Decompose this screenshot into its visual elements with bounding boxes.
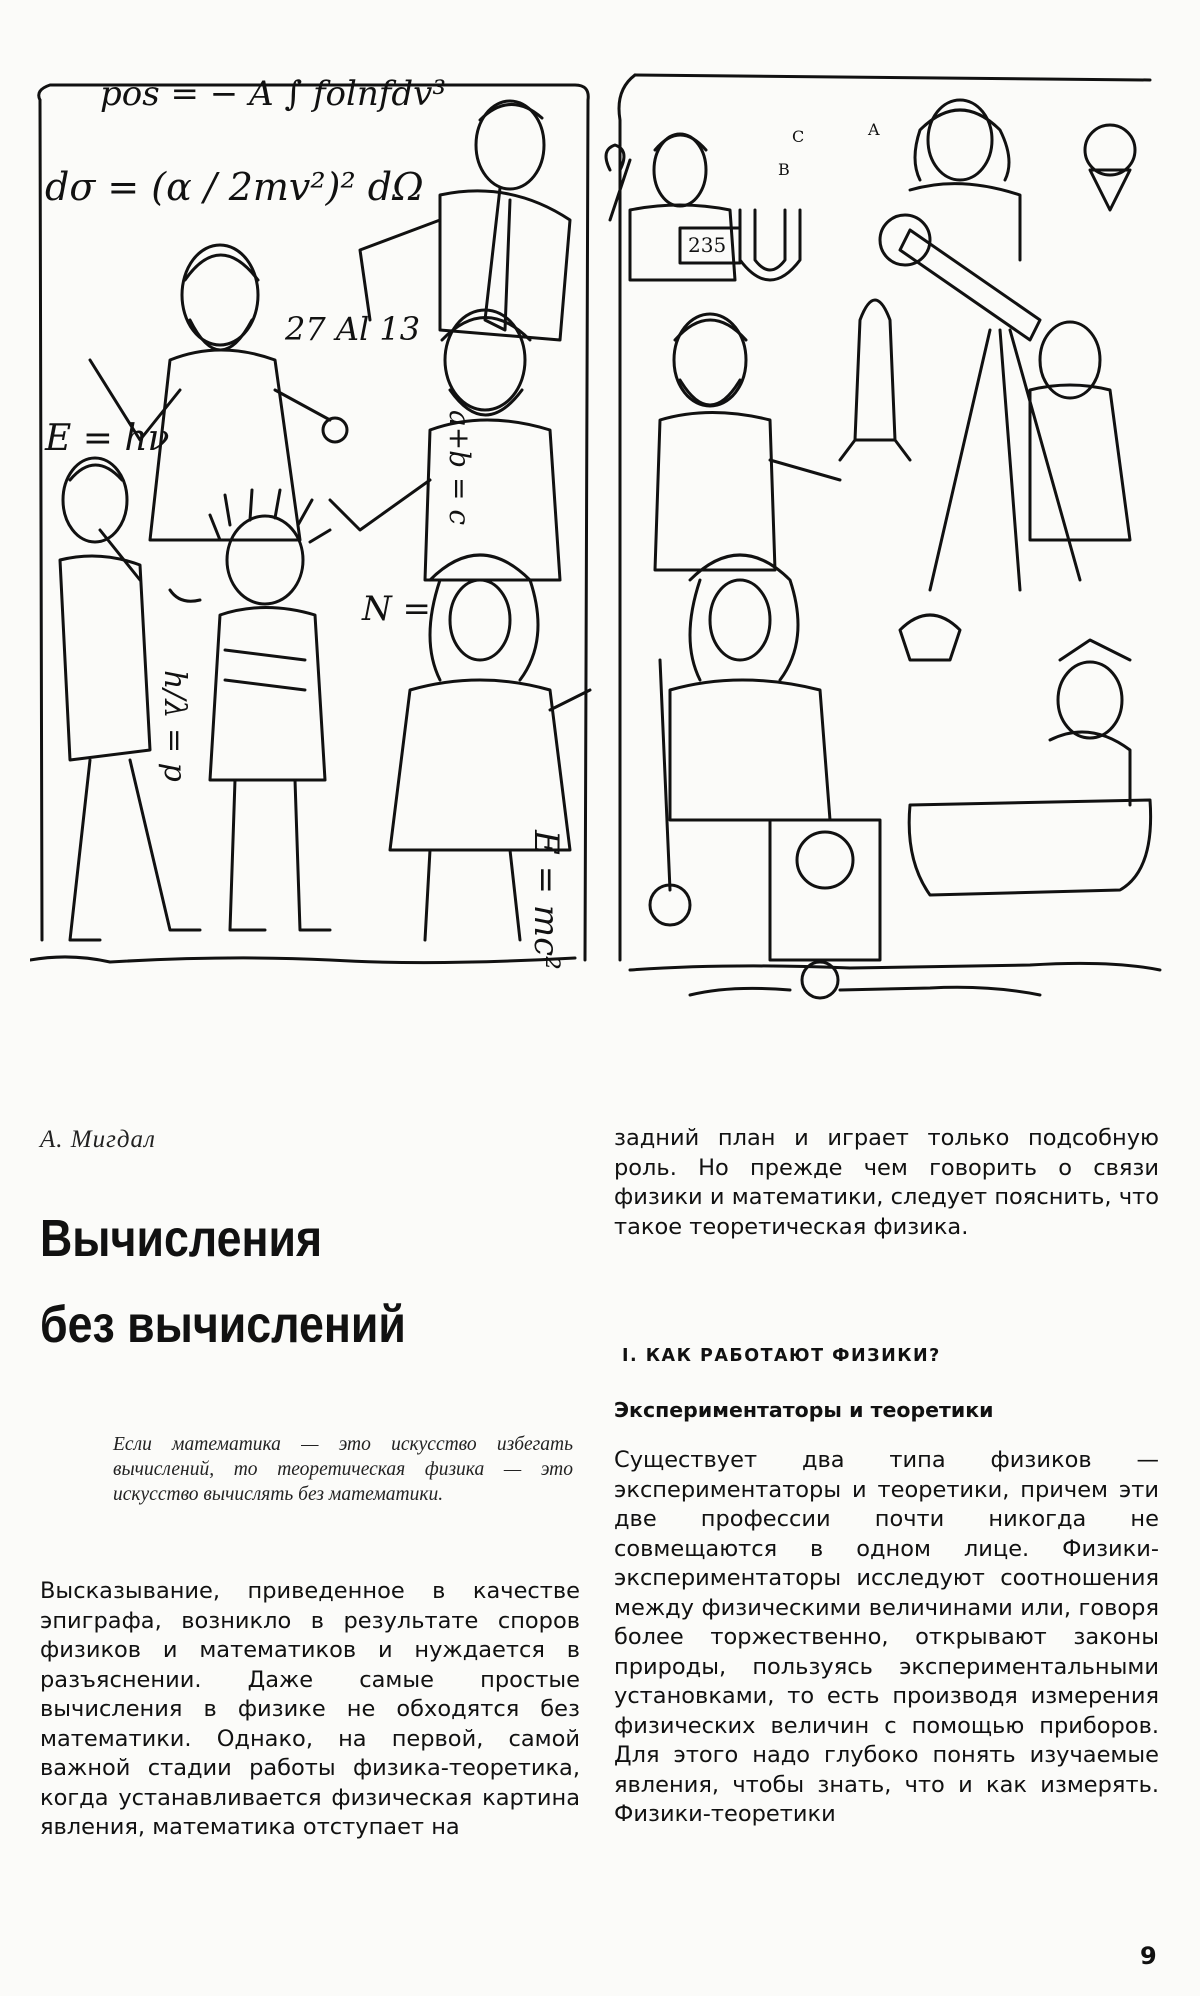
- horseshoe-magnet: [740, 210, 800, 280]
- formula-e: E = mc²: [526, 830, 566, 970]
- figure-woman-with-flower: [606, 134, 735, 280]
- formula-aluminium: 27 Al 13: [285, 310, 421, 348]
- subheading: Экспериментаторы и теоретики: [614, 1398, 994, 1422]
- magnet-number: 235: [688, 233, 727, 257]
- formula-ab: a+b = c: [443, 410, 476, 526]
- article-title: [40, 1196, 522, 1368]
- wire: [690, 987, 1040, 995]
- formula-n: N =: [362, 589, 432, 629]
- physicists-illustration: [30, 60, 1170, 1010]
- paragraph-1: Высказывание, приведенное в качестве эпиграфа, возникло в результате споров физиков и математиков и нуждается в разъяснении. Даже самые простые вычисления в физике не обходятся без математики. Однако, на первой, самой важной стадии работы физика-теоретика, когда устанавливается физическая картина явления, математика отступает на: [40, 1578, 580, 1840]
- figure-pendulum-scientist: [650, 555, 830, 925]
- title-line-1: Вычисления: [40, 1210, 323, 1268]
- figure-telescope-astronomer: [880, 215, 1130, 590]
- figure-bearded-man-right: [655, 314, 840, 570]
- figure-wild-haired-scientist: [170, 490, 330, 930]
- paragraph-2: Существует два типа физиков — экспериментаторы и теоретики, причем эти две профессии почти никогда не совмещаются в одном лице. Физики-экспериментаторы исследуют соотношения между физическими величинами или, говоря более торжественно, открывают законы природы, пользуясь экспериментальными установками, то есть производя измерения физических величин с помощью приборов. Для этого надо глубоко понять изучаемые явления, чтобы знать, что и как измерять. Физики-теоретики: [614, 1447, 1159, 1827]
- ground-line-right: [630, 963, 1160, 970]
- epigraph: Если математика — это искусство избегать вычислений, то теоретическая физика — это искусство вычислять без математики.: [113, 1434, 573, 1505]
- title-line-2: без вычислений: [40, 1296, 406, 1354]
- formula-energy: E = hν: [45, 418, 170, 459]
- formula-cross-section: dσ = (α / 2mv²)² dΩ: [45, 165, 424, 209]
- formula-h: h/λ = p: [157, 670, 192, 782]
- paragraph-1-continued: задний план и играет только подсобную роль. Но прежде чем говорить о связи физики и математики, следует пояснить, что такое теоретическая физика.: [614, 1125, 1159, 1240]
- formula-top-left: pos = − A ∫ folnfdv³: [100, 74, 446, 114]
- right-panel-frame: [619, 75, 635, 960]
- figure-bearded-scholar: [90, 245, 347, 540]
- illustration-drawing: [30, 60, 1170, 1010]
- label-b: B: [778, 160, 790, 179]
- figure-man-with-tie: [360, 101, 570, 340]
- pendulum-clock: [770, 820, 880, 960]
- clock-face: [797, 832, 853, 888]
- page-number: 9: [1140, 1942, 1157, 1970]
- label-c: C: [792, 127, 805, 146]
- figure-man-in-bathtub: [900, 615, 1151, 895]
- left-panel-edge: [40, 100, 42, 940]
- label-a: A: [868, 120, 880, 139]
- rocket: [840, 300, 910, 460]
- right-panel-top: [635, 75, 1150, 80]
- figure-wigged-man-top-right: [910, 100, 1135, 260]
- ground-line: [30, 957, 575, 963]
- crown: [900, 615, 960, 660]
- section-heading: I. КАК РАБОТАЮТ ФИЗИКИ?: [622, 1346, 941, 1366]
- author-name: А. Мигдал: [40, 1126, 156, 1153]
